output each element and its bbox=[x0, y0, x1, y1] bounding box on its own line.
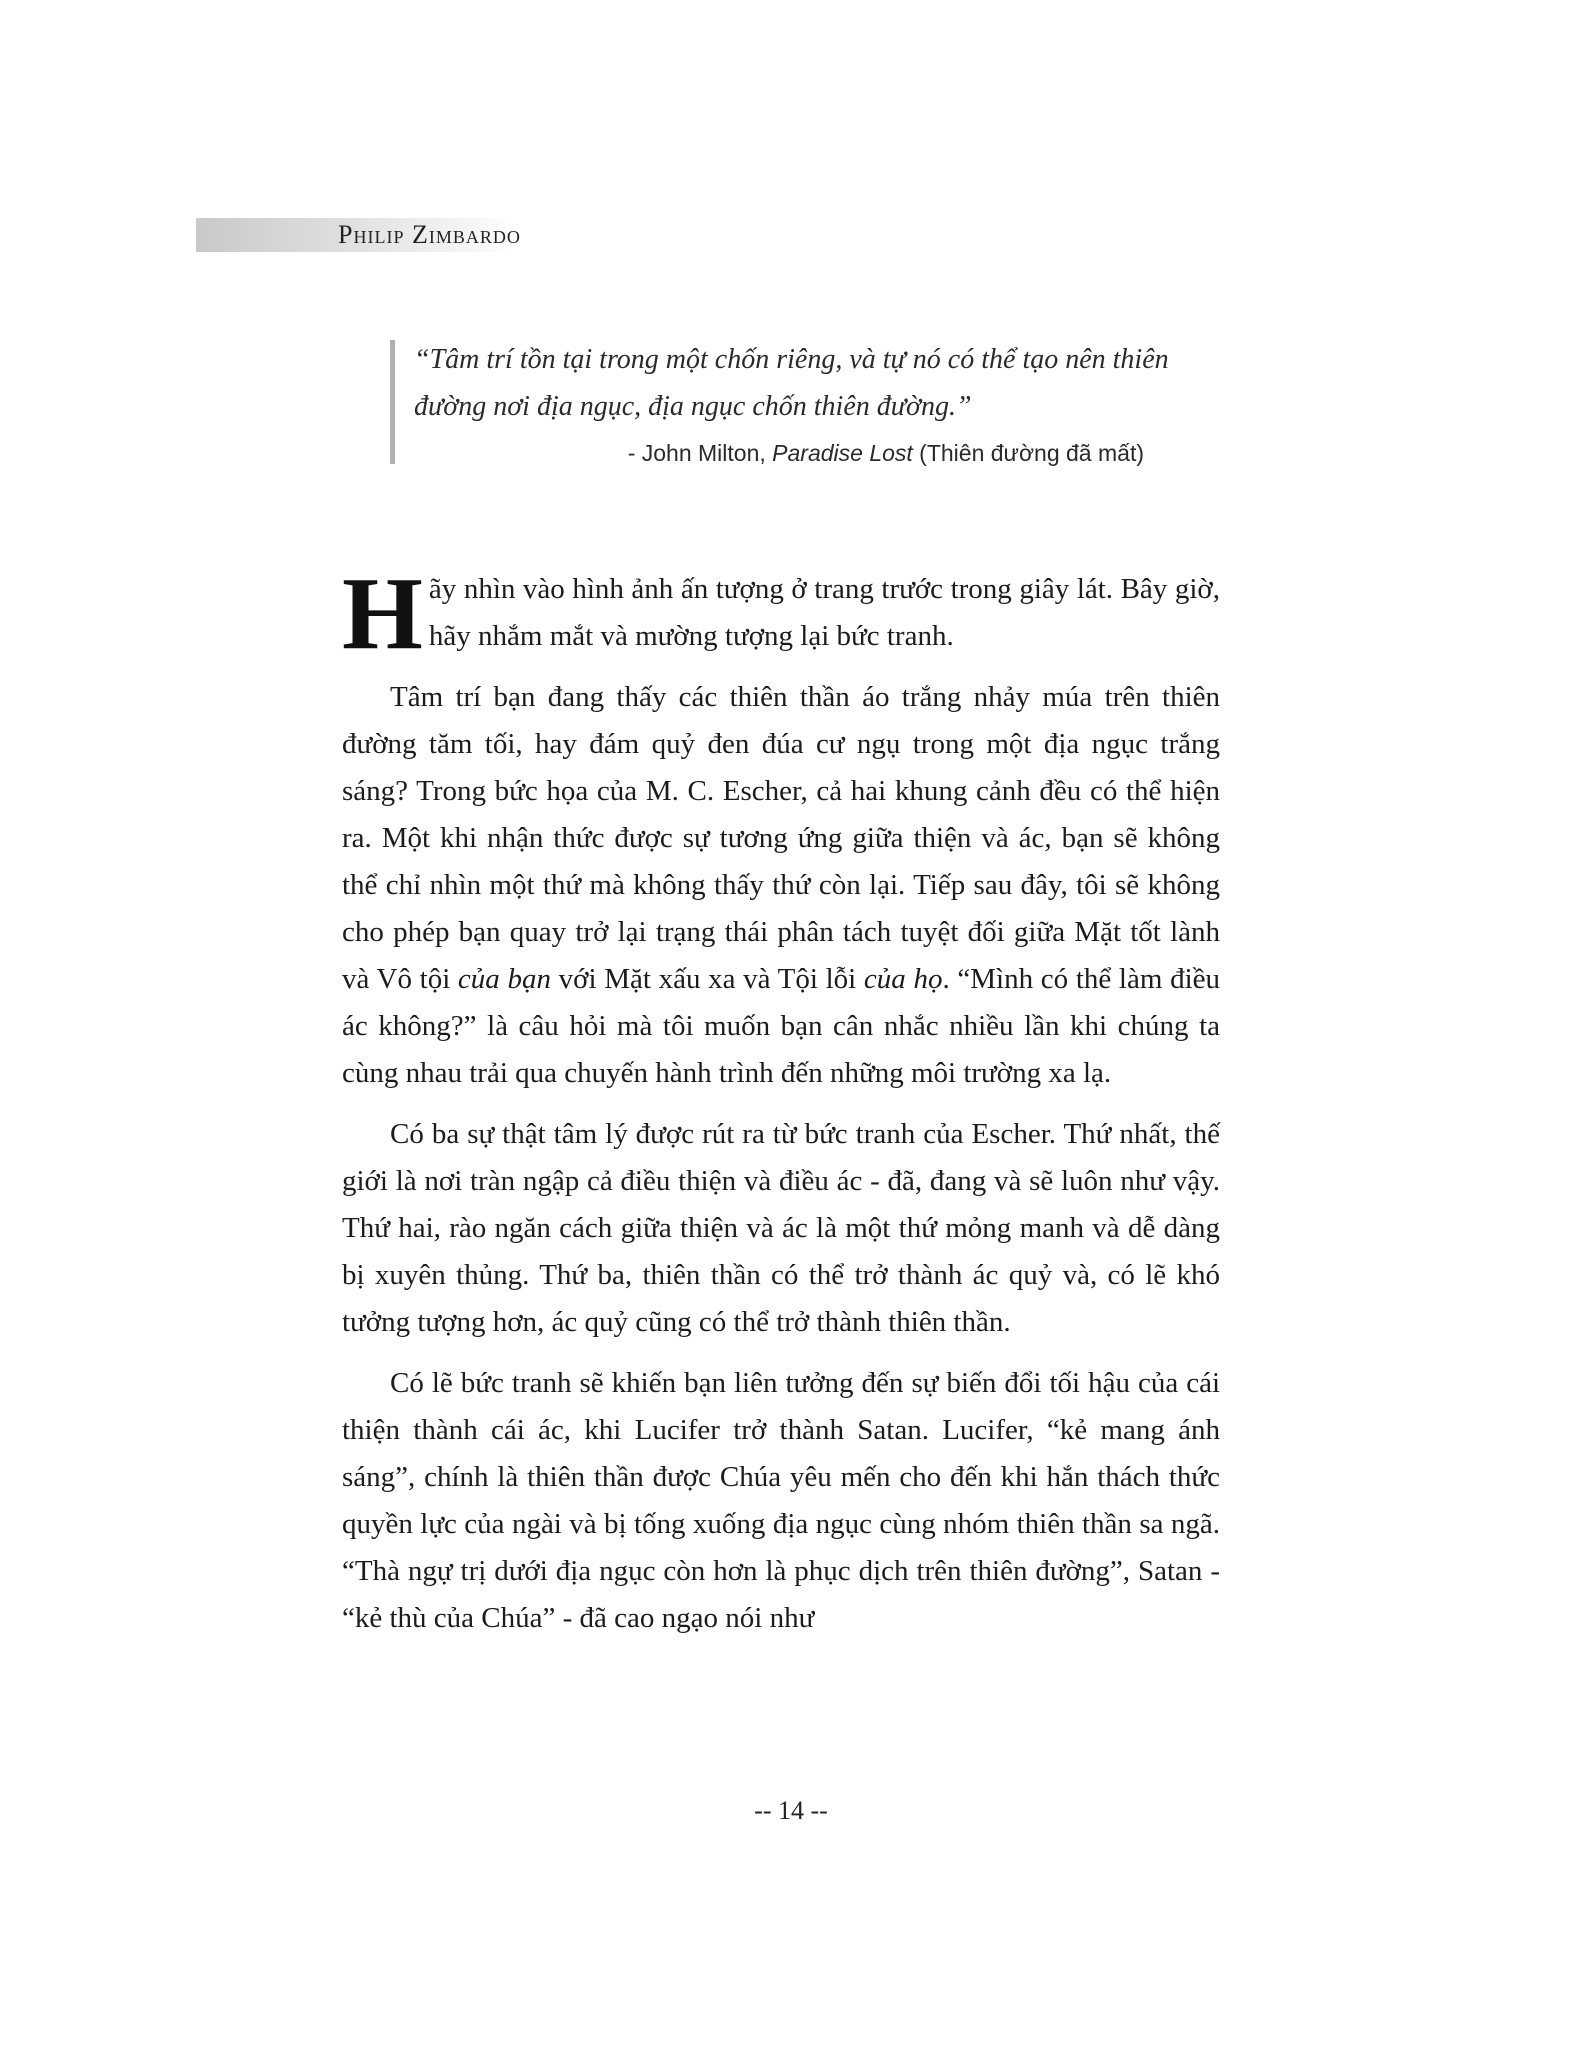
epigraph bbox=[390, 336, 1170, 466]
drop-cap: H bbox=[342, 556, 423, 671]
running-header-author: Philip Zimbardo bbox=[338, 220, 521, 249]
attribution-title: Paradise Lost bbox=[772, 440, 913, 466]
body-text bbox=[342, 556, 1220, 1656]
attribution-suffix: (Thiên đường đã mất) bbox=[912, 440, 1144, 466]
epigraph-attribution bbox=[628, 440, 1144, 467]
paragraph-2 bbox=[342, 674, 1220, 1097]
paragraph-2-italic-2: của họ bbox=[863, 963, 943, 995]
epigraph-bar bbox=[390, 340, 395, 464]
paragraph-3: Có ba sự thật tâm lý được rút ra từ bức tranh của Escher. Thứ nhất, thế giới là nơi tràn ngập cả điều thiện và điều ác - đã, đang và sẽ luôn như vậy. Thứ hai, rào ngăn cách giữa thiện và ác là một thứ mỏng manh và dễ dàng bị xuyên thủng. Thứ ba, thiên thần có thể trở thành ác quỷ và, có lẽ khó tưởng tượng hơn, ác quỷ cũng có thể trở thành thiên thần. bbox=[342, 1118, 1220, 1338]
page-number: -- 14 -- bbox=[754, 1796, 828, 1825]
paragraph-2-italic-1: của bạn bbox=[457, 963, 551, 995]
paragraph-2-text-b: với Mặt xấu xa và Tội lỗi bbox=[550, 963, 864, 995]
paragraph-4: Có lẽ bức tranh sẽ khiến bạn liên tưởng đến sự biến đổi tối hậu của cái thiện thành cái ác, khi Lucifer trở thành Satan. Lucifer, “kẻ mang ánh sáng”, chính là thiên thần được Chúa yêu mến cho đến khi hắn thách thức quyền lực của ngài và bị tống xuống địa ngục cùng nhóm thiên thần sa ngã. “Thà ngự trị dưới địa ngục còn hơn là phục dịch trên thiên đường”, Satan - “kẻ thù của Chúa” - đã cao ngạo nói như bbox=[342, 1367, 1220, 1634]
paragraph-1 bbox=[342, 556, 1220, 671]
attribution-prefix: - John Milton, bbox=[627, 440, 773, 466]
epigraph-quote: “Tâm trí tồn tại trong một chốn riêng, và tự nó có thể tạo nên thiên đường nơi địa ngục, địa ngục chốn thiên đường.” bbox=[414, 344, 1169, 422]
paragraph-1-text: ãy nhìn vào hình ảnh ấn tượng ở trang trước trong giây lát. Bây giờ, hãy nhắm mắt và mường tượng lại bức tranh. bbox=[428, 573, 1220, 652]
paragraph-2-text-a: Tâm trí bạn đang thấy các thiên thần áo trắng nhảy múa trên thiên đường tăm tối, hay đám quỷ đen đúa cư ngụ trong một địa ngục trắng sáng? Trong bức họa của M. C. Escher, cả hai khung cảnh đều có thể hiện ra. Một khi nhận thức được sự tương ứng giữa thiện và ác, bạn sẽ không thể chỉ nhìn một thứ mà không thấy thứ còn lại. Tiếp sau đây, tôi sẽ không cho phép bạn quay trở lại trạng thái phân tách tuyệt đối giữa Mặt tốt lành và Vô tội bbox=[342, 681, 1220, 995]
paragraph-2-text-c: . “Mình có thể làm điều ác không?” là câu hỏi mà tôi muốn bạn cân nhắc nhiều lần khi chúng ta cùng nhau trải qua chuyến hành trình đến những môi trường xa lạ. bbox=[342, 963, 1220, 1089]
